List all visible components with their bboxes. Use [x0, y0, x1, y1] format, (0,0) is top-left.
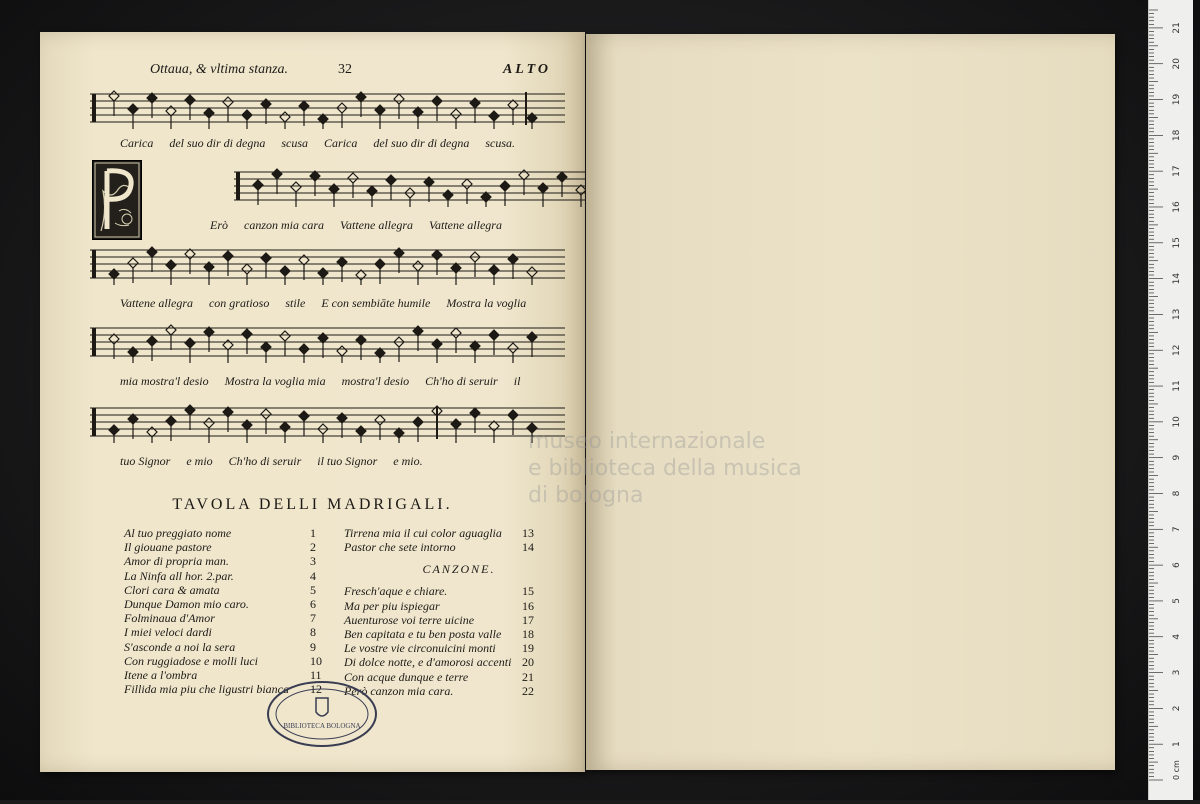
ruler-tick-label: 3 [1172, 669, 1182, 676]
library-stamp [266, 680, 378, 748]
toc-title: Folminaua d'Amor [124, 611, 215, 626]
toc-page-number: 13 [522, 526, 534, 540]
ruler-tick-label: 16 [1172, 201, 1182, 213]
music-notation [90, 32, 565, 492]
museum-watermark [528, 428, 802, 509]
toc-title: Amor di propria man. [124, 554, 229, 569]
lyrics-line [210, 218, 518, 233]
music-staff [90, 324, 565, 364]
ruler-tick-label: 6 [1172, 562, 1182, 568]
toc-title: La Ninfa all hor. 2.par. [124, 568, 234, 583]
toc-entry [344, 599, 554, 613]
right-page-blank [586, 34, 1115, 770]
ruler-tick-label: 11 [1172, 380, 1182, 392]
lyric-word: stile [285, 296, 306, 310]
toc-entry [124, 554, 324, 568]
toc-page-number: 21 [522, 669, 534, 684]
toc-entry [124, 569, 324, 583]
lyric-word: scusa [281, 136, 309, 150]
toc-title: Clori cara & amata [124, 582, 220, 597]
lyrics-line [120, 296, 542, 311]
toc-title: Auenturose voi terre uicine [344, 612, 475, 627]
stanza-label: Ottaua, & vltima stanza. [150, 62, 289, 77]
ruler-tick-label: 18 [1172, 129, 1182, 142]
toc-title: Pastor che sete intorno [344, 540, 456, 555]
lyric-word: il tuo Signor [317, 454, 378, 468]
toc-page-number: 22 [522, 683, 534, 698]
toc-page-number: 9 [310, 639, 316, 654]
lyric-word: Mostra la voglia mia [224, 374, 326, 388]
toc-page-number: 11 [310, 667, 322, 682]
toc-entry [124, 611, 324, 625]
ruler-tick-label: 12 [1172, 344, 1182, 356]
toc-entry [344, 627, 554, 641]
ruler-tick-label: 15 [1172, 237, 1182, 249]
toc-title: Il giouane pastore [124, 540, 212, 555]
lyric-word: tuo Signor [120, 454, 171, 468]
lyric-word: scusa. [485, 136, 516, 150]
measurement-ruler [1148, 0, 1193, 800]
toc-title: Ma per piu ispiegar [344, 598, 440, 613]
toc-page-number: 20 [522, 655, 534, 670]
lyric-word: mostra'l desio [341, 374, 410, 388]
ruler-tick-label: 20 [1172, 57, 1182, 70]
toc-title: Con acque dunque e terre [344, 669, 469, 684]
canzone-heading: CANZONE. [422, 562, 496, 577]
lyrics-line [120, 454, 439, 469]
book-spread [40, 32, 1115, 772]
lyric-word: il [513, 374, 521, 388]
lyric-word: Ch'ho di seruir [425, 374, 498, 388]
toc-title: Ben capitata e tu ben posta valle [344, 626, 502, 641]
toc-page-number: 1 [310, 526, 316, 540]
watermark-line: di bologna [528, 483, 644, 508]
toc-entry [344, 584, 554, 598]
lyric-word: Vattene allegra [428, 218, 502, 232]
ruler-tick-label: 14 [1172, 272, 1182, 285]
left-page [40, 32, 585, 772]
toc-title: Con ruggiadose e molli luci [124, 653, 258, 668]
toc-page-number: 8 [310, 625, 316, 640]
toc-title: Fresch'aque e chiare. [344, 584, 448, 599]
toc-entry [124, 540, 324, 554]
toc-page-number: 4 [310, 568, 316, 583]
lyric-word: del suo dir di degna [169, 136, 266, 150]
toc-title: S'asconde a noi la sera [124, 639, 236, 654]
lyric-word: Erò [210, 218, 228, 232]
lyric-word: con gratioso [208, 296, 270, 310]
ruler-tick-label: 19 [1172, 93, 1182, 106]
table-of-contents-title: TAVOLA DELLI MADRIGALI. [172, 496, 453, 513]
toc-entry [124, 526, 324, 540]
toc-page-number: 18 [522, 626, 534, 641]
lyric-word: e mio. [393, 454, 423, 468]
lyrics-line [120, 374, 536, 389]
decorated-initial-p [92, 160, 142, 240]
toc-title: I miei veloci dardi [124, 625, 212, 640]
toc-entry [124, 625, 324, 639]
toc-entry [344, 540, 554, 554]
toc-title: Le vostre vie circonuicini monti [344, 641, 496, 656]
lyric-word: Ch'ho di seruir [228, 454, 302, 468]
madrigali-list-right [344, 526, 554, 698]
toc-page-number: 16 [522, 598, 534, 613]
toc-title: Tirrena mia il cui color aguaglia [344, 526, 502, 540]
toc-title: Fillida mia piu che ligustri bianca [124, 682, 289, 697]
ruler-tick-label: 9 [1172, 454, 1182, 461]
toc-page-number: 7 [310, 611, 316, 626]
toc-page-number: 2 [310, 540, 316, 555]
ruler-tick-label: 13 [1172, 308, 1182, 321]
stamp-text: BIBLIOTECA BOLOGNA [283, 722, 361, 730]
ruler-tick-label: 5 [1172, 598, 1182, 604]
toc-entry [124, 583, 324, 597]
toc-title: Itene a l'ombra [124, 667, 198, 682]
ruler-tick-label: 2 [1172, 705, 1182, 712]
toc-entry [344, 655, 554, 669]
toc-entry [344, 613, 554, 627]
watermark-line: museo internazionale [528, 429, 766, 454]
lyric-word: canzon mia cara [244, 218, 324, 232]
toc-page-number: 6 [310, 596, 316, 611]
toc-page-number: 15 [522, 584, 534, 599]
lyrics-line [120, 136, 531, 151]
ruler-tick-label: 7 [1172, 526, 1182, 533]
lyric-word: Carica [324, 136, 358, 150]
music-staff [90, 246, 565, 286]
toc-entry [124, 654, 324, 668]
toc-title: Di dolce notte, e d'amorosi accenti [344, 655, 512, 670]
toc-title: Al tuo preggiato nome [124, 526, 232, 540]
music-staff [90, 404, 565, 444]
toc-entry [344, 526, 554, 540]
toc-page-number: 14 [522, 540, 534, 555]
ruler-tick-label: 17 [1172, 165, 1182, 177]
watermark-line: e biblioteca della musica [528, 456, 802, 481]
toc-page-number: 5 [310, 582, 316, 597]
ruler-tick-label: 10 [1172, 416, 1182, 428]
lyric-word: mia mostra'l desio [120, 374, 209, 388]
lyric-word: E con sembiāte humile [321, 296, 431, 310]
toc-title: Però canzon mia cara. [344, 683, 454, 698]
toc-page-number: 3 [310, 554, 316, 569]
toc-page-number: 10 [310, 653, 322, 668]
lyric-word: Vattene allegra [120, 296, 193, 310]
madrigali-list-left [124, 526, 324, 696]
lyric-word: e mio [186, 454, 213, 468]
ruler-unit-label: 0 cm [1172, 760, 1181, 780]
page-number: 32 [338, 62, 352, 77]
lyric-word: Vattene allegra [340, 218, 413, 232]
ruler-tick-label: 1 [1172, 741, 1182, 748]
lyric-word: Carica [120, 136, 154, 150]
toc-entry [124, 640, 324, 654]
toc-entry [344, 641, 554, 655]
toc-page-number: 17 [522, 612, 534, 627]
toc-title: Dunque Damon mio caro. [124, 596, 249, 611]
ruler-tick-label: 8 [1172, 490, 1182, 497]
music-staff [90, 90, 565, 130]
toc-entry [124, 597, 324, 611]
toc-page-number: 12 [310, 682, 322, 697]
ruler-tick-label: 21 [1172, 22, 1182, 34]
toc-page-number: 19 [522, 641, 534, 656]
ruler-tick-label: 4 [1172, 633, 1182, 640]
voice-label: ALTO [502, 62, 551, 77]
lyric-word: Mostra la voglia [446, 296, 527, 310]
lyric-word: del suo dir di degna [373, 136, 470, 150]
